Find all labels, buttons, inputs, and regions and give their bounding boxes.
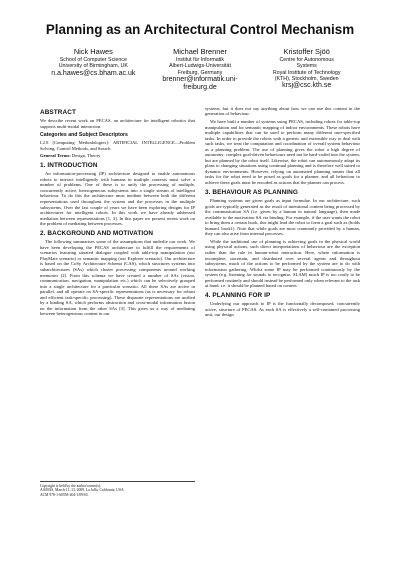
author-1 — [40, 47, 147, 92]
general-terms — [40, 153, 195, 159]
author-block — [40, 47, 360, 92]
abstract-text: We describe recent work on PECAS, an architecture for intelligent robotics that supports multi-modal interaction. — [40, 118, 195, 129]
author-affiliation-line: Albert-Ludwigs-Universität — [169, 63, 231, 70]
author-affiliation-line: Centre for Autonomous — [279, 57, 334, 63]
author-3 — [253, 47, 360, 92]
author-affiliation-line: Systems — [296, 63, 317, 70]
paragraph: systems, but it does not say anything about how we can use this content in the generation of behaviour. — [205, 105, 360, 117]
right-column — [205, 106, 360, 320]
paragraph: The following summarises some of the assumptions that underlie our work. We have been developing the PECAS architecture to fulfill the requirements of scenarios featuring situated dialogue coupled with table-top manipulation (our PlayMate scenario) or semantic mapping (our Explorer scenario). Our architecture is based on the CoSy Architecture Schema (CAS), which structures systems into subarchitectures (SAs) which cluster processing components around working memories [2]. From this schema we have created a number of SAs (vision, communication, navigation, manipulation etc.) which can be selectively grouped into a single architecture for a particular scenario. All these SAs are active in parallel, and all operate on SA-specific representations (as is necessary for robust and efficient task-specific processing). These disparate representations are unified by a binding SA, which performs abstraction and cross-modal information fusion on the information from the other SAs [3]. This gives us a way of mediating between heterogeneous content in our — [40, 239, 195, 317]
section-heading: 1. INTRODUCTION — [40, 161, 98, 169]
author-affiliation-line: (KTH), Stockholm, Sweden — [274, 75, 339, 82]
author-name: Nick Hawes — [73, 47, 113, 56]
author-email: freiburg.de — [183, 83, 217, 91]
section-heading: 2. BACKGROUND AND MOTIVATION — [40, 229, 154, 237]
copyright-line: AAMAS, March 11–13, 2009, La Jolla, California, USA. — [40, 488, 125, 493]
author-email: krsj@csc.kth.se — [282, 82, 332, 90]
abstract-heading: ABSTRACT — [40, 108, 76, 116]
categories-text: I.2.8 [Computing Methodologies]: ARTIFICIAL INTELLIGENCE—Problem Solving, Control Methods, and Search — [40, 140, 195, 151]
copyright-line: ACM 978-1-60558-404-1/09/03. — [40, 492, 89, 497]
author-affiliation-line: Freiburg, Germany — [177, 69, 223, 76]
author-name: Michael Brenner — [173, 47, 227, 56]
paragraph: Planning systems are given goals as input formulae. In our architecture, such goals are typically generated as the result of intentional content being processed by the communication SA (i.e. given by a human in natural language), then made available to the motivation SA via binding. For example, if the user wants the robot to bring them a certain book, this might lead the robot to form a goal such as (holds human1 book1). Note that while goals are most commonly provided by a human, they can also arise from internal processes. — [205, 198, 360, 237]
paper-title: Planning as an Architectural Control Mechanism — [45, 22, 355, 37]
author-email: brenner@informatik.uni- — [162, 75, 238, 83]
author-affiliation-line: Royal Institute of Technology — [272, 69, 341, 76]
two-column-body — [40, 105, 360, 497]
section-heading: 3. BEHAVIOUR AS PLANNING — [205, 188, 298, 196]
left-column — [40, 106, 195, 497]
categories-heading: Categories and Subject Descriptors — [40, 131, 128, 138]
paragraph: We have built a number of systems using PECAS, including robots for table-top manipulation and for semantic mapping of indoor environments. These robots have multiple capabilities that can be used to perform many different user-specified tasks. In order to provide the robots with a generic and extensible way to deal with such tasks, we treat the computation and coordination of overall system behaviour as a planning problem. The use of planning gives the robot a high degree of autonomy: complex goal-driven behaviours need not be hard-coded into the system, but are planned by the robot itself. Likewise, the robot can autonomously adapt its plans to changing situations using continual planning and is therefore well suited to dynamic environments. However, relying on automated planning means that all tasks for the robot need to be posed as goals for a planner, and all behaviour to achieve these goals must be encoded as actions that the planner can process. — [205, 118, 360, 185]
author-affiliation-line: Institut für Informatik — [176, 57, 224, 63]
copyright-notice — [40, 481, 195, 498]
paragraph: Underlying our approach to IP is the functionally decomposed, concurrently active, structure of PECAS. As each SA is effectively a self-contained processing unit, our design — [205, 301, 360, 318]
paragraph: While the traditional use of planning is achieving goals in the physical world using physical actions, such direct interpretations of behaviour are the exception rather than the rule in human-robot interaction. Here, where information is incomplete, uncertain, and distributed over several agents and throughout subsystems, much of the actions to be performed by the system are to do with information gathering. Whilst some IP may be performed continuously by the system (e.g. listening for sounds to recognise, SLAM) much IP is too costly to be performed routinely and should instead be performed only when relevant to the task at hand, i.e. it should be planned based on context. — [205, 238, 360, 289]
general-terms-label: General Terms: — [40, 153, 71, 159]
author-affiliation-line: University of Birmingham, UK — [58, 63, 128, 70]
author-email: n.a.hawes@cs.bham.ac.uk — [51, 69, 136, 77]
paragraph: An information-processing (IP) architecture designed to enable autonomous robots to interact intelligently with humans in multiple contexts must solve a number of problems. One of these is to unify the processing of multiple, concurrently active, heterogeneous subsystems into a single stream of intelligent behaviour. To do this the architecture must mediate between both the different representations used throughout the system and the processes in the multiple subsystems. Over the last couple of years we have been exploring designs for IP architectures for intelligent robots. In this work we have already addressed mediation between representations [1, 3]. In this paper we present recent work on the problem of mediating between processes. — [40, 171, 195, 227]
general-terms-text: Design, Theory — [71, 153, 101, 159]
author-affiliation-line: School of Computer Science — [59, 57, 127, 63]
copyright-line: Copyright is held by the author/owner(s). — [40, 483, 102, 488]
section-heading: 4. PLANNING FOR IP — [205, 291, 271, 299]
author-name: Kristoffer Sjöö — [283, 47, 330, 56]
author-2 — [147, 47, 254, 92]
